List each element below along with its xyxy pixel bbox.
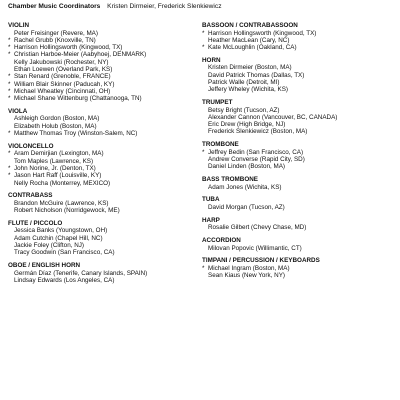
section-trombone (202, 141, 398, 170)
member-name: Daniel Linden (Boston, MA) (208, 163, 286, 171)
section-bass-trombone (202, 176, 398, 191)
member-entry (8, 200, 204, 207)
member-name: Harrison Hollingsworth (Kingwood, TX) (14, 44, 123, 52)
section-title: HORN (202, 56, 221, 64)
member-entry (8, 249, 204, 256)
member-list (202, 30, 398, 52)
asterisk-mark: * (8, 73, 11, 81)
member-name: Rosalie Gilbert (Chevy Chase, MD) (208, 224, 307, 232)
member-list (8, 150, 204, 186)
member-entry (8, 172, 204, 179)
member-entry (202, 86, 398, 93)
member-list (8, 200, 204, 215)
member-entry (8, 95, 204, 102)
member-entry (202, 184, 398, 191)
section-title: VIOLA (8, 107, 28, 115)
asterisk-mark: * (202, 44, 205, 52)
member-entry (202, 272, 398, 279)
member-name: Matthew Thomas Troy (Winston-Salem, NC) (14, 130, 138, 138)
section-flute-piccolo (8, 220, 204, 257)
member-entry (202, 156, 398, 163)
member-name: Christian Harboe-Meier (Aabyhoej, DENMARK) (14, 51, 147, 59)
member-list (8, 227, 204, 256)
section-violoncello (8, 143, 204, 187)
member-name: Betsy Bright (Tucson, AZ) (208, 106, 280, 114)
member-name: Jeffery Wheley (Wichita, KS) (208, 86, 289, 94)
member-name: Jessica Banks (Youngstown, OH) (14, 227, 108, 235)
member-entry (8, 165, 204, 172)
section-oboe-english-horn (8, 262, 204, 284)
asterisk-mark: * (8, 164, 11, 172)
member-entry (202, 44, 398, 51)
member-name: Sean Kiaus (New York, NY) (208, 272, 285, 280)
member-name: Germán Díaz (Tenerife, Canary Islands, SPAIN) (14, 269, 148, 277)
section-timpani-percussion-keyboards (202, 257, 398, 279)
asterisk-mark: * (8, 80, 11, 88)
coordinators-names: Kristen Dirmeier, Frederick Slenkiewicz (107, 3, 222, 10)
member-name: Tom Maples (Lawrence, KS) (14, 157, 94, 165)
member-name: Ashleigh Gordon (Boston, MA) (14, 115, 100, 123)
member-name: Nelly Rocha (Monterrey, MEXICO) (14, 179, 111, 187)
section-title: HARP (202, 216, 220, 224)
section-viola (8, 108, 204, 137)
member-name: Peter Freisinger (Revere, MA) (14, 29, 98, 37)
member-name: Alexander Cannon (Vancouver, BC, CANADA) (208, 113, 338, 121)
member-entry (202, 64, 398, 71)
member-entry (202, 245, 398, 252)
member-name: Kate McLoughlin (Oakland, CA) (208, 44, 297, 52)
member-entry (202, 79, 398, 86)
member-name: Adam Cutchin (Chapel Hill, NC) (14, 234, 103, 242)
asterisk-mark: * (202, 264, 205, 272)
member-entry (8, 242, 204, 249)
asterisk-mark: * (202, 29, 205, 37)
member-entry (202, 265, 398, 272)
member-entry (8, 81, 204, 88)
member-name: Tracy Goodwin (San Francisco, CA) (14, 249, 115, 257)
member-list (8, 270, 204, 285)
member-name: Heather MacLean (Cary, NC) (208, 36, 290, 44)
member-name: David Morgan (Tucson, AZ) (208, 203, 285, 211)
member-entry (8, 235, 204, 242)
member-name: William Blair Skinner (Paducah, KY) (14, 80, 115, 88)
member-name: Stan Renard (Grenoble, FRANCE) (14, 73, 111, 81)
member-name: Rachel Grubb (Knoxville, TN) (14, 36, 96, 44)
section-accordion (202, 237, 398, 252)
member-entry (202, 121, 398, 128)
section-title: CONTRABASS (8, 192, 53, 200)
member-name: Adam Jones (Wichita, KS) (208, 183, 282, 191)
member-entry (8, 44, 204, 51)
member-entry (202, 163, 398, 170)
member-entry (8, 30, 204, 37)
member-list (202, 184, 398, 191)
member-entry (202, 72, 398, 79)
asterisk-mark: * (8, 51, 11, 59)
section-title: VIOLONCELLO (8, 142, 54, 150)
section-trumpet (202, 99, 398, 136)
member-list (8, 115, 204, 137)
section-title: BASS TROMBONE (202, 176, 258, 184)
member-list (202, 204, 398, 211)
section-harp (202, 217, 398, 232)
member-entry (8, 130, 204, 137)
asterisk-mark: * (8, 130, 11, 138)
asterisk-mark: * (8, 87, 11, 95)
member-name: Eric Drew (High Bridge, NJ) (208, 121, 286, 129)
member-name: Jeffrey Bedin (San Francisco, CA) (208, 148, 304, 156)
member-name: Andrew Converse (Rapid City, SD) (208, 156, 305, 164)
section-title: TUBA (202, 196, 220, 204)
member-entry (8, 73, 204, 80)
section-contrabass (8, 192, 204, 214)
member-entry (8, 227, 204, 234)
member-entry (8, 158, 204, 165)
member-list (202, 265, 398, 280)
member-entry (202, 37, 398, 44)
member-name: Ethan Loewen (Overland Park, KS) (14, 65, 113, 73)
asterisk-mark: * (8, 172, 11, 180)
right-column (202, 22, 398, 285)
section-title: OBOE / ENGLISH HORN (8, 262, 81, 270)
member-list (202, 64, 398, 93)
member-entry (8, 277, 204, 284)
section-title: FLUTE / PICCOLO (8, 219, 63, 227)
member-name: Kelly Jakubowski (Rochester, NY) (14, 58, 109, 66)
section-title: TROMBONE (202, 141, 239, 149)
coordinators-label: Chamber Music Coordinators (8, 3, 101, 10)
section-title: BASSOON / CONTRABASSOON (202, 22, 298, 29)
member-entry (8, 115, 204, 122)
member-entry (202, 149, 398, 156)
member-name: Patrick Walle (Detroit, MI) (208, 78, 280, 86)
member-entry (8, 180, 204, 187)
member-list (202, 245, 398, 252)
member-entry (202, 224, 398, 231)
member-name: Michael Ingram (Boston, MA) (208, 264, 290, 272)
member-name: Jason Hart Raff (Louisville, KY) (14, 172, 102, 180)
section-violin (8, 22, 204, 102)
member-list (202, 107, 398, 136)
member-name: Robert Nicholson (Norridgewock, ME) (14, 207, 120, 215)
chamber-music-coordinators (8, 3, 398, 11)
member-entry (202, 114, 398, 121)
member-list (8, 30, 204, 103)
member-name: Elizabeth Holub (Boston, MA) (14, 122, 97, 130)
member-list (202, 224, 398, 231)
section-tuba (202, 196, 398, 211)
asterisk-mark: * (8, 95, 11, 103)
section-horn (202, 57, 398, 94)
member-entry (202, 128, 398, 135)
member-name: David Patrick Thomas (Dallas, TX) (208, 71, 305, 79)
section-title: TIMPANI / PERCUSSION / KEYBOARDS (202, 257, 320, 265)
member-entry (8, 123, 204, 130)
member-name: Frederick Slenkiewicz (Boston, MA) (208, 128, 308, 136)
member-entry (8, 270, 204, 277)
member-entry (202, 107, 398, 114)
section-title: TRUMPET (202, 99, 233, 107)
member-name: Lindsay Edwards (Los Angeles, CA) (14, 276, 115, 284)
member-entry (8, 66, 204, 73)
section-title: ACCORDION (202, 237, 241, 245)
member-name: Michael Wheatley (Cincinnati, OH) (14, 87, 111, 95)
member-entry (8, 59, 204, 66)
member-entry (202, 204, 398, 211)
asterisk-mark: * (8, 36, 11, 44)
member-entry (8, 51, 204, 58)
asterisk-mark: * (8, 44, 11, 52)
member-list (202, 149, 398, 171)
member-name: Milovan Popovic (Willimantic, CT) (208, 244, 302, 252)
member-name: Jackie Foley (Clifton, NJ) (14, 242, 84, 250)
member-name: Aram Demirjian (Lexington, MA) (14, 150, 104, 158)
member-entry (8, 88, 204, 95)
member-entry (8, 37, 204, 44)
section-title: VIOLIN (8, 22, 29, 29)
asterisk-mark: * (202, 148, 205, 156)
asterisk-mark: * (8, 150, 11, 158)
member-name: Kristen Dirmeier (Boston, MA) (208, 64, 292, 72)
member-name: John Norine, Jr. (Denton, TX) (14, 164, 96, 172)
member-name: Harrison Hollingsworth (Kingwood, TX) (208, 29, 317, 37)
member-entry (202, 30, 398, 37)
section-bassoon-contrabassoon (202, 22, 398, 51)
member-name: Michael Shane Wittenburg (Chattanooga, TN) (14, 95, 142, 103)
member-entry (8, 207, 204, 214)
member-name: Brandon McGuire (Lawrence, KS) (14, 199, 109, 207)
left-column (8, 22, 204, 290)
member-entry (8, 150, 204, 157)
